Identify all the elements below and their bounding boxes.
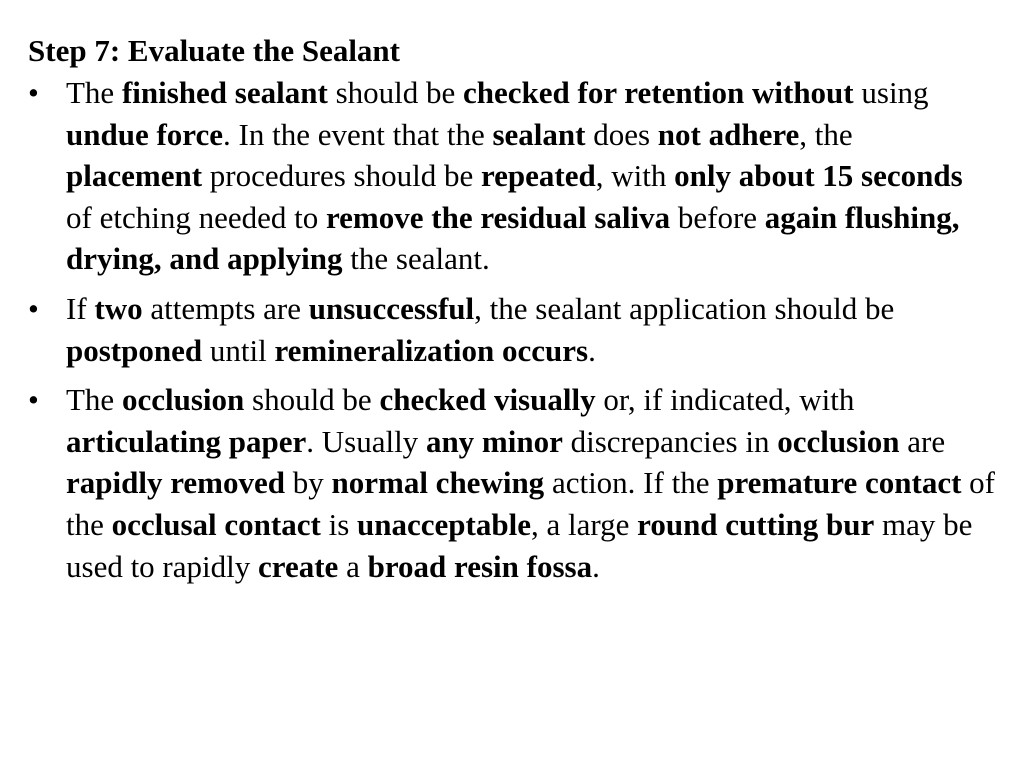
- text-run: The: [66, 382, 122, 418]
- bold-text-run: two: [94, 290, 143, 326]
- bold-text-run: articulating paper: [66, 423, 307, 459]
- text-run: may be used to rapidly: [66, 506, 973, 584]
- bold-text-run: normal chewing: [331, 465, 545, 501]
- bold-text-run: occlusion: [121, 382, 245, 418]
- bold-text-run: occlusion: [777, 423, 900, 459]
- bullet-dot-icon: •: [28, 75, 39, 110]
- text-run: discrepancies in: [562, 423, 778, 459]
- bold-text-run: not adhere: [657, 116, 800, 152]
- text-run: action. If the: [544, 465, 718, 501]
- bold-text-run: unsuccessful: [308, 290, 475, 326]
- bold-text-run: occlusal contact: [111, 506, 321, 542]
- text-run: the sealant.: [342, 241, 490, 277]
- text-run: , the sealant application should be: [474, 290, 895, 326]
- bold-text-run: only about 15 seconds: [674, 158, 963, 194]
- bullet-dot-icon: •: [28, 382, 39, 418]
- bold-text-run: broad resin fossa: [367, 548, 593, 584]
- bold-text-run: checked visually: [379, 382, 596, 418]
- text-run: procedures should be: [202, 158, 481, 194]
- bullet-text: [66, 291, 894, 368]
- text-run: of the: [66, 465, 995, 542]
- bold-text-run: unacceptable: [357, 506, 531, 542]
- bullet-text: [66, 75, 963, 276]
- bold-text-run: remineralization occurs: [274, 332, 589, 368]
- bold-text-run: round cutting bur: [637, 506, 875, 542]
- text-run: . In the event that the: [223, 116, 493, 152]
- text-run: . Usually: [306, 423, 426, 459]
- bullet-item: [28, 288, 996, 371]
- bullet-dot-icon: •: [28, 290, 39, 326]
- slide-title: Step 7: Evaluate the Sealant: [28, 33, 400, 68]
- text-run: or, if indicated, with: [595, 382, 855, 418]
- text-run: until: [202, 332, 275, 368]
- text-run: by: [285, 465, 332, 501]
- text-run: should be: [244, 382, 380, 418]
- bullet-item: [28, 72, 996, 280]
- bullet-text: [66, 382, 995, 583]
- bullet-item: [28, 379, 996, 587]
- bold-text-run: undue force: [66, 116, 224, 152]
- text-run: does: [585, 116, 658, 152]
- text-run: , the: [799, 116, 853, 152]
- bold-text-run: finished sealant: [121, 75, 328, 110]
- text-run: , with: [595, 158, 675, 194]
- text-run: If: [66, 290, 95, 326]
- text-run: The: [66, 75, 122, 110]
- text-run: should be: [327, 75, 463, 110]
- bold-text-run: repeated: [480, 158, 596, 194]
- bold-text-run: any minor: [425, 423, 563, 459]
- text-run: using: [853, 75, 929, 110]
- text-run: .: [588, 332, 596, 368]
- text-run: before: [670, 199, 765, 235]
- bold-text-run: sealant: [492, 116, 586, 152]
- text-run: of etching needed to: [66, 199, 326, 235]
- text-run: is: [320, 506, 358, 542]
- text-run: , a large: [530, 506, 638, 542]
- bold-text-run: rapidly removed: [66, 465, 285, 501]
- text-run: are: [899, 423, 946, 459]
- bold-text-run: remove the residual saliva: [325, 199, 671, 235]
- text-run: .: [592, 548, 600, 584]
- bold-text-run: checked for retention without: [463, 75, 854, 110]
- text-run: a: [338, 548, 368, 584]
- bold-text-run: again flushing, drying, and applying: [66, 199, 960, 277]
- bold-text-run: placement: [66, 158, 203, 194]
- bold-text-run: postponed: [66, 332, 203, 368]
- text-run: attempts are: [142, 290, 309, 326]
- bullet-list: [28, 72, 996, 587]
- bold-text-run: premature contact: [717, 465, 962, 501]
- bold-text-run: create: [258, 548, 339, 584]
